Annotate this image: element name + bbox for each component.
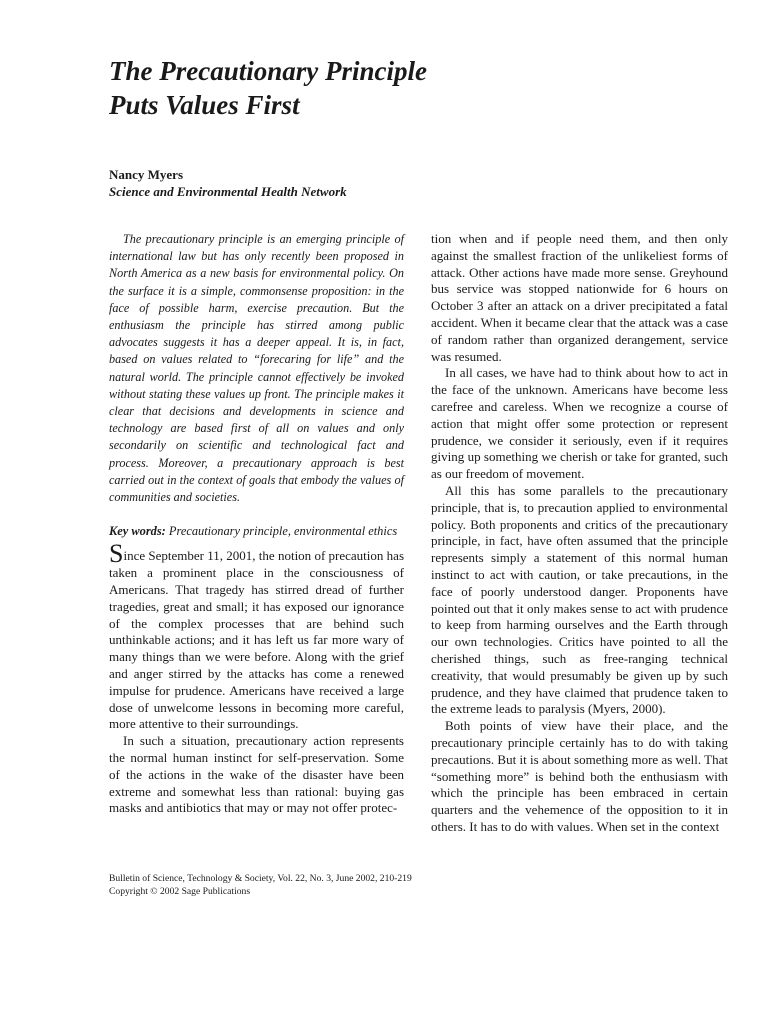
body-paragraph: [109, 539, 404, 733]
body-paragraph: In such a situation, precautionary action represents the normal human instinct for self-preservation. Some of the actions in the wake of the disaster have been extreme and somewhat less than rational: buying gas masks and antibiotics that may or may not offer protec-: [109, 733, 404, 816]
body-paragraph: In all cases, we have had to think about how to act in the face of the unknown. Americans have become less carefree and careless. When we recognize a course of action that might offer some protection or represent prudence, we consider it seriously, even if it requires giving up something we cherish or take for granted, such as our freedom of movement.: [431, 365, 728, 482]
left-column: [109, 231, 404, 817]
keywords: [109, 523, 404, 540]
article-title-line-2: Puts Values First: [109, 90, 300, 120]
body-paragraph-text: ince September 11, 2001, the notion of precaution has taken a prominent place in the consciousness of Americans. That tragedy has stirred dread of further tragedies, great and small; it has exposed our ignorance of the complex processes that are behind such unthinkable actions; and it has left us far more wary of many things than we were before. Along with the grief and anger stirred by the attacks has come a renewed impulse for prudence. Americans have received a large dose of unwelcome lessons in becoming more careful, more attentive to their surroundings.: [109, 548, 404, 732]
author-block: [109, 166, 509, 200]
abstract: The precautionary principle is an emerging principle of international law but has only recently been proposed in North America as a new basis for environmental policy. On the surface it is a simple, commonsense proposition: in the face of possible harm, exercise precaution. But the enthusiasm the principle has stirred among public advocates suggests it has a deeper appeal. It is, in fact, based on values related to “forecaring for life” and the natural world. The principle cannot effectively be invoked without stating these values up front. The principle makes it clear that decisions and developments in science and technology are based first of all on values and only secondarily on scientific and technological fact and process. Moreover, a precautionary approach is best carried out in the context of goals that embody the values of communities and societies.: [109, 232, 404, 505]
page-footer: [109, 872, 609, 898]
body-paragraph: Both points of view have their place, and the precautionary principle certainly has to do with taking precautions. But it is about something more as well. That “something more” is behind both the enthusiasm with which the principle has been embraced in certain quarters and the vehemence of the opposition to it in others. It has to do with values. When set in the context: [431, 718, 728, 834]
body-paragraph: All this has some parallels to the precautionary principle, that is, to precaution applied to environmental policy. Both proponents and critics of the precautionary principle, in fact, have often assumed that the principle represents simply a statement of this normal human instinct to act with caution, or take precautions, in the face of poorly understood danger. Proponents have pointed out that it only makes sense to act with prudence to keep from harming ourselves and the Earth through our own technologies. Critics have pointed to all the cherished things, such as free-ranging technical creativity, that would presumably be given up by such prudence, and they have claimed that prudence taken to the extreme leads to paralysis (Myers, 2000).: [431, 482, 728, 717]
keywords-text: Precautionary principle, environmental ethics: [165, 524, 398, 539]
keywords-label: Key words:: [109, 524, 166, 539]
body-paragraph: tion when and if people need them, and then only against the smallest fraction of the unlikeliest forms of attack. Other actions have made more sense. Greyhound bus service was stopped nationwide for 6 hours on October 3 after an attack on a driver precipitated a fatal accident. When it became clear that the attack was a case of random rather than organized derangement, service was resumed.: [431, 231, 728, 364]
right-column: [431, 231, 728, 836]
journal-citation: Bulletin of Science, Technology & Society, Vol. 22, No. 3, June 2002, 210-219: [109, 873, 412, 884]
drop-cap: S: [109, 539, 124, 569]
article-title-line-1: The Precautionary Principle: [109, 56, 427, 86]
author-affiliation: Science and Environmental Health Network: [109, 184, 347, 199]
author-name: Nancy Myers: [109, 167, 184, 182]
copyright-notice: Copyright © 2002 Sage Publications: [109, 886, 251, 897]
article-title: [109, 54, 669, 122]
